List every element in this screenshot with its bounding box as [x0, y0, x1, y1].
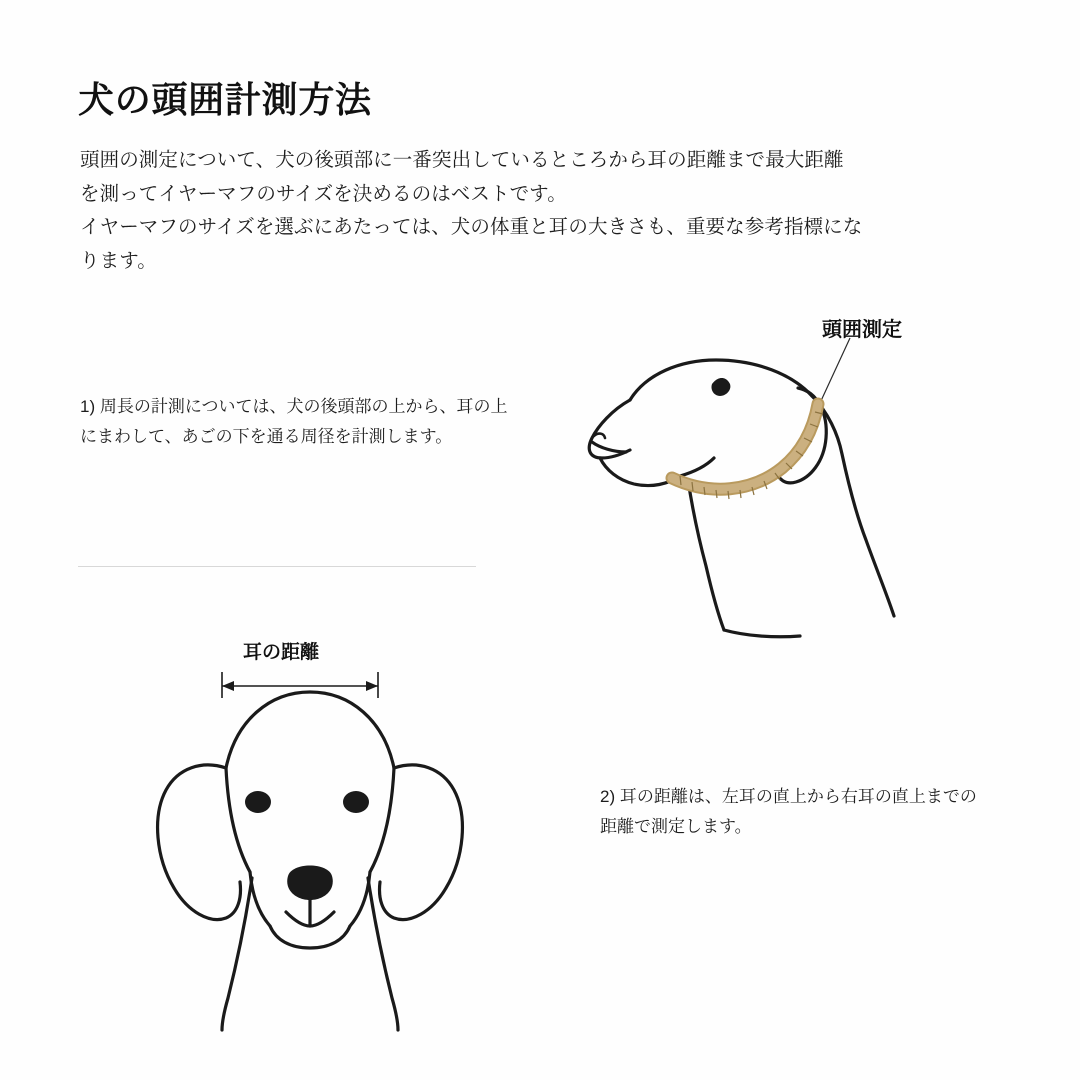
intro-line-1: 頭囲の測定について、犬の後頭部に一番突出しているところから耳の距離まで最大距離: [80, 149, 844, 171]
step-1-description: 1) 周長の計測については、犬の後頭部の上から、耳の上にまわして、あごの下を通る周径を計測します。: [80, 397, 508, 447]
section-divider: [78, 566, 476, 567]
dog-side-view-illustration: [560, 330, 1000, 650]
intro-line-3: イヤーマフのサイズを選ぶにあたっては、犬の体重と耳の大きさも、重要な参考指標にな: [80, 216, 863, 239]
step-2-description: 2) 耳の距離は、左耳の直上から右耳の直上までの距離で測定します。: [600, 787, 977, 837]
intro-line-4: ります。: [80, 249, 157, 272]
intro-line-2: を測ってイヤーマフのサイズを決めるのはベストです。: [80, 182, 567, 205]
intro-paragraph: [80, 144, 990, 278]
ear-distance-label: 耳の距離: [243, 642, 320, 663]
head-circumference-label: 頭囲測定: [822, 319, 902, 341]
page-title: 犬の頭囲計測方法: [78, 79, 372, 120]
dog-front-view-illustration: [140, 650, 480, 1030]
